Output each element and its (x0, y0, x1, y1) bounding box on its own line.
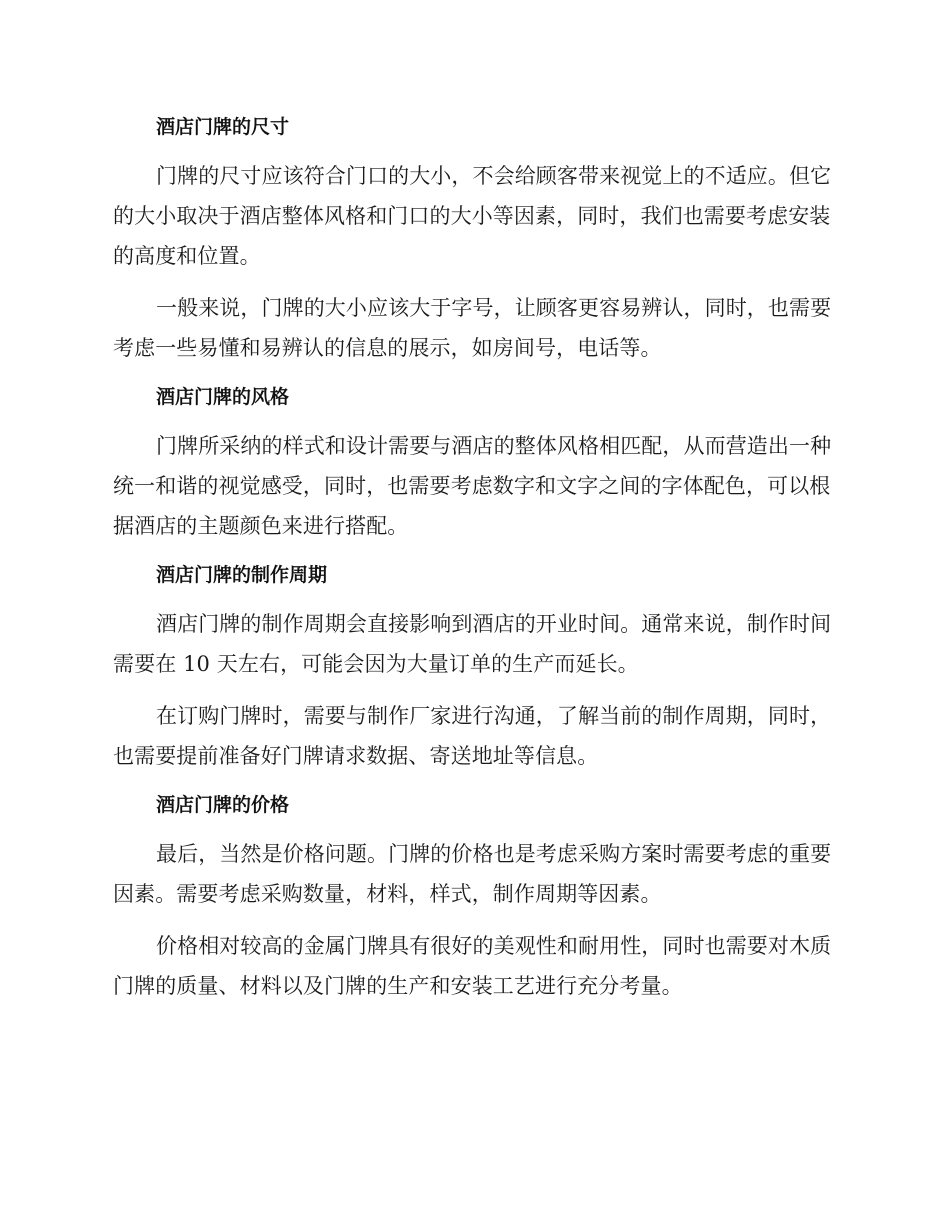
document-page (113, 112, 835, 1006)
section-heading-price: 酒店门牌的价格 (156, 794, 290, 816)
paragraph: 在订购门牌时，需要与制作厂家进行沟通，了解当前的制作周期，同时，也需要提前准备好门牌请求数据、寄送地址等信息。 (113, 704, 832, 768)
paragraph: 酒店门牌的制作周期会直接影响到酒店的开业时间。通常来说，制作时间需要在 10 天左右，可能会因为大量订单的生产而延长。 (113, 612, 832, 676)
paragraph: 一般来说，门牌的大小应该大于字号，让顾客更容易辨认，同时，也需要考虑一些易懂和易辨认的信息的展示，如房间号，电话等。 (113, 296, 832, 360)
section-heading-style: 酒店门牌的风格 (156, 386, 290, 408)
section-heading-size: 酒店门牌的尺寸 (156, 116, 290, 138)
paragraph: 价格相对较高的金属门牌具有很好的美观性和耐用性，同时也需要对木质门牌的质量、材料以及门牌的生产和安装工艺进行充分考量。 (113, 934, 832, 998)
section-heading-production-cycle: 酒店门牌的制作周期 (156, 564, 328, 586)
paragraph: 最后，当然是价格问题。门牌的价格也是考虑采购方案时需要考虑的重要因素。需要考虑采购数量，材料，样式，制作周期等因素。 (113, 842, 832, 906)
paragraph: 门牌的尺寸应该符合门口的大小，不会给顾客带来视觉上的不适应。但它的大小取决于酒店整体风格和门口的大小等因素，同时，我们也需要考虑安装的高度和位置。 (113, 164, 832, 268)
paragraph: 门牌所采纳的样式和设计需要与酒店的整体风格相匹配，从而营造出一种统一和谐的视觉感受，同时，也需要考虑数字和文字之间的字体配色，可以根据酒店的主题颜色来进行搭配。 (113, 434, 832, 538)
